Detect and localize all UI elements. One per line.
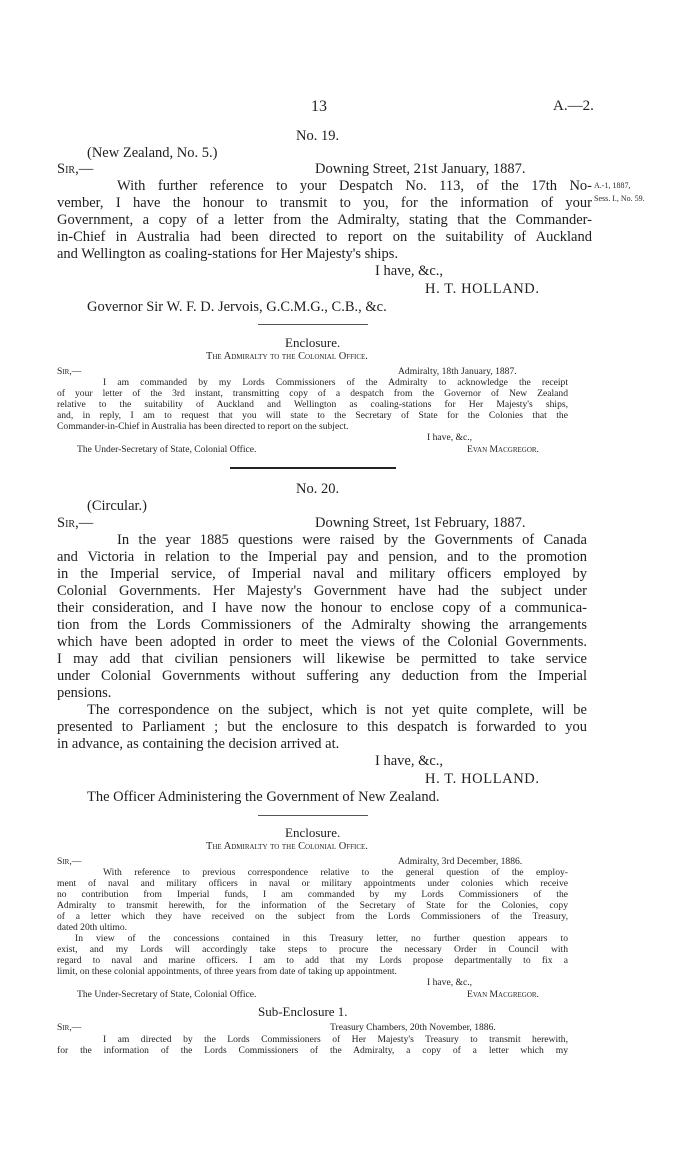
letter-20-signature: H. T. HOLLAND. (425, 771, 540, 787)
letter-19-line-1: With further reference to your Despatch No. 113, of the 17th No- (117, 178, 592, 194)
enclosure-19-closing: I have, &c., (427, 432, 473, 443)
letter-20-line-5: their consideration, and I have now the honour to enclose copy of a communica- (57, 600, 587, 616)
letter-20-line-4: Colonial Governments. Her Majesty's Government have had the subject under (57, 583, 587, 599)
enclosure-20-line-4: Admiralty to transmit herewith, for the information of the Secretary of State for the Colonies, copy (57, 900, 568, 911)
letter-20-place-date: Downing Street, 1st February, 1887. (315, 515, 526, 531)
sub-enclosure-line-1: I am directed by the Lords Commissioners of Her Majesty's Treasury to transmit herewith, (103, 1034, 568, 1045)
paper-reference: A.—2. (553, 98, 594, 114)
enclosure-19-subtitle: The Admiralty to the Colonial Office. (206, 351, 368, 362)
letter-19-line-5: and Wellington as coaling-stations for Her Majesty's ships. (57, 246, 399, 262)
letter-20-line-10: pensions. (57, 685, 112, 701)
letter-19-line-2: vember, I have the honour to transmit to you, for the information of your (57, 195, 592, 211)
letter-20-line-12: presented to Parliament ; but the enclosure to this despatch is forwarded to you (57, 719, 587, 735)
letter-20-closing: I have, &c., (375, 753, 444, 769)
enclosure-19-addressee: The Under-Secretary of State, Colonial Office. (77, 444, 257, 455)
letter-20-line-9: under Colonial Governments without suffering any deduction from the Imperial (57, 668, 587, 684)
letter-20-line-11: The correspondence on the subject, which is not yet quite complete, will be (87, 702, 587, 718)
enclosure-19-title: Enclosure. (285, 335, 341, 350)
letter-19-salutation: Sir,— (57, 161, 94, 177)
enclosure-19-line-4: and, in reply, I am to request that you will state to the Secretary of State for the Colonies that the (57, 410, 568, 421)
enclosure-20-line-5: of a letter which they have received on the subject from the Lords Commissioners of the Treasury, (57, 911, 568, 922)
letter-20-line-1: In the year 1885 questions were raised by the Governments of Canada (117, 532, 587, 548)
letter-19-signature: H. T. HOLLAND. (425, 281, 540, 297)
sub-enclosure-title: Sub-Enclosure 1. (258, 1004, 348, 1019)
enclosure-19-line-5: Commander-in-Chief in Australia has been directed to report on the subject. (57, 421, 349, 432)
enclosure-19-line-1: I am commanded by my Lords Commissioners of the Admiralty to acknowledge the receipt (103, 377, 568, 388)
letter-20-line-2: and Victoria in relation to the Imperial pay and pension, and to the promotion (57, 549, 587, 565)
letter-20-line-13: in advance, as containing the decision arrived at. (57, 736, 340, 752)
enclosure-19-place-date: Admiralty, 18th January, 1887. (398, 366, 517, 377)
enclosure-20-line-1: With reference to previous correspondence relative to the general question of the employ- (103, 867, 568, 878)
enclosure-19-line-2: of your letter of the 3rd instant, transmitting copy of a despatch from the Governor of New Zealand (57, 388, 568, 399)
letter-19-closing: I have, &c., (375, 263, 444, 279)
enclosure-19-salutation: Sir,— (57, 366, 82, 377)
enclosure-20-line-9: regard to naval and marine officers. I am to add that my Lords propose departmentally to fix a (57, 955, 568, 966)
enclosure-20-title: Enclosure. (285, 825, 341, 840)
enclosure-20-line-3: no contribution from Imperial funds, I am commanded by my Lords Commissioners of the (57, 889, 568, 900)
enclosure-20-subtitle: The Admiralty to the Colonial Office. (206, 841, 368, 852)
enclosure-20-line-8: exist, and my Lords will accordingly take steps to procure the necessary Order in Council with (57, 944, 568, 955)
page-number: 13 (311, 98, 327, 115)
letter-19-line-3: Government, a copy of a letter from the Admiralty, stating that the Commander- (57, 212, 592, 228)
margin-note-line-1: A.-1, 1887, (594, 181, 631, 190)
letter-19-addressee: Governor Sir W. F. D. Jervois, G.C.M.G., C.B., &c. (87, 299, 387, 315)
letter-20-salutation: Sir,— (57, 515, 94, 531)
letter-19-origin: (New Zealand, No. 5.) (87, 145, 218, 161)
enclosure-20-signature: Evan Macgregor. (467, 989, 539, 1000)
enclosure-20-closing: I have, &c., (427, 977, 473, 988)
letter-19-line-4: in-Chief in Australia had been directed to report on the suitability of Auckland (57, 229, 592, 245)
letter-20-line-8: I may add that civilian pensioners will likewise be permitted to take service (57, 651, 587, 667)
enclosure-19-line-3: relative to the suitability of Auckland and Wellington as coaling-stations for Her Majesty's ships, (57, 399, 568, 410)
letter-20-addressee: The Officer Administering the Government of New Zealand. (87, 789, 440, 805)
short-divider (258, 324, 368, 325)
letter-20-line-7: which have been adopted in order to meet the views of the Colonial Governments. (57, 634, 587, 650)
letter-20-line-6: tion from the Lords Commissioners of the Admiralty showing the arrangements (57, 617, 587, 633)
enclosure-20-line-6: dated 20th ultimo. (57, 922, 128, 933)
letter-20-origin: (Circular.) (87, 498, 147, 514)
sub-enclosure-salutation: Sir,— (57, 1022, 82, 1033)
sub-enclosure-line-2: for the information of the Lords Commissioners of the Admiralty, a copy of a letter which my (57, 1045, 568, 1056)
letter-19-number: No. 19. (296, 128, 340, 144)
letter-20-line-3: in the Imperial service, of Imperial naval and military officers employed by (57, 566, 587, 582)
enclosure-20-addressee: The Under-Secretary of State, Colonial Office. (77, 989, 257, 1000)
letter-19-place-date: Downing Street, 21st January, 1887. (315, 161, 526, 177)
enclosure-20-line-2: ment of naval and military officers in naval or military appointments under colonies which receive (57, 878, 568, 889)
enclosure-20-place-date: Admiralty, 3rd December, 1886. (398, 856, 523, 867)
letter-20-number: No. 20. (296, 481, 340, 497)
enclosure-20-line-7: In view of the concessions contained in this Treasury letter, no further question appears to (75, 933, 568, 944)
thick-divider (230, 467, 396, 469)
sub-enclosure-place-date: Treasury Chambers, 20th November, 1886. (330, 1022, 496, 1033)
margin-note-line-2: Sess. I., No. 59. (594, 194, 645, 203)
enclosure-20-salutation: Sir,— (57, 856, 82, 867)
short-divider (258, 815, 368, 816)
enclosure-20-line-10: limit, on these colonial appointments, of three years from date of taking up appointment. (57, 966, 397, 977)
enclosure-19-signature: Evan Macgregor. (467, 444, 539, 455)
